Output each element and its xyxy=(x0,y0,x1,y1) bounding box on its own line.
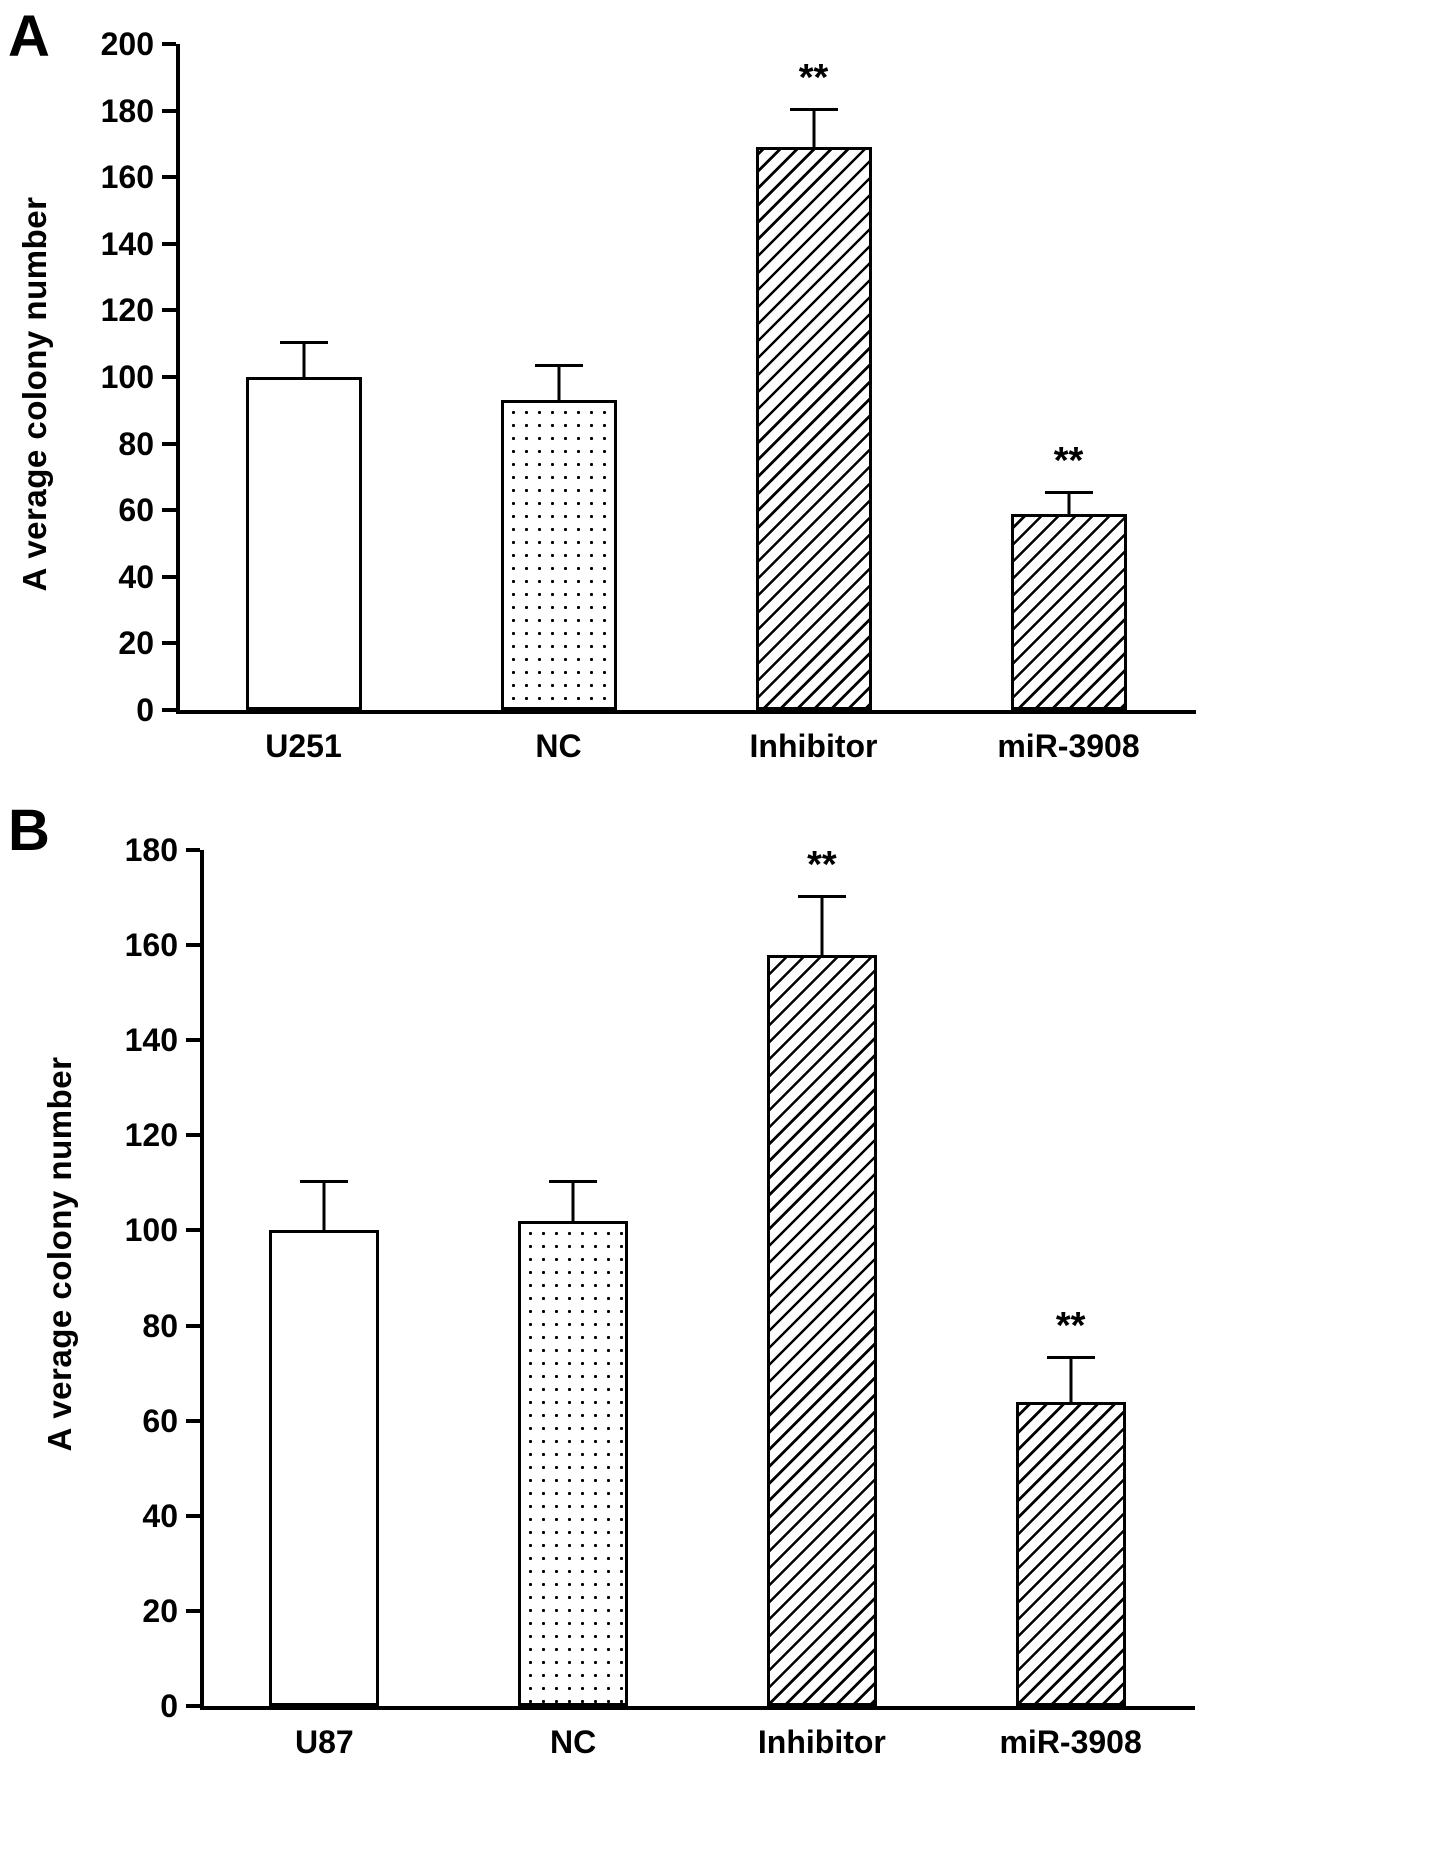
error-bar xyxy=(572,1183,575,1221)
x-axis-category-label: miR-3908 xyxy=(999,1724,1142,1760)
bar-group xyxy=(501,400,617,710)
y-tick xyxy=(186,1324,200,1328)
error-bar xyxy=(1067,494,1070,514)
y-tick xyxy=(186,1228,200,1232)
y-tick xyxy=(162,575,176,579)
error-bar xyxy=(323,1183,326,1231)
error-bar xyxy=(812,111,815,148)
error-bar-cap xyxy=(535,364,583,367)
bar xyxy=(518,1221,628,1706)
panel-a-x-axis xyxy=(176,710,1196,714)
y-tick xyxy=(186,1133,200,1137)
significance-marker: ** xyxy=(798,56,829,99)
panel-b xyxy=(0,790,1441,1859)
error-bar-cap xyxy=(1045,491,1093,494)
y-tick-label: 120 xyxy=(124,1117,178,1154)
y-tick-label: 100 xyxy=(124,1212,178,1249)
y-tick-label: 60 xyxy=(142,1402,178,1439)
bar xyxy=(1011,514,1127,710)
error-bar-cap xyxy=(798,895,846,898)
y-tick-label: 0 xyxy=(160,1688,178,1724)
x-axis-category-label: U87 xyxy=(295,1724,354,1760)
y-tick xyxy=(162,42,176,46)
bar xyxy=(756,147,872,710)
y-tick-label: 40 xyxy=(118,558,154,595)
panel-b-y-axis-title: A verage colony number xyxy=(41,1056,78,1452)
y-tick-label: 140 xyxy=(124,1022,178,1059)
significance-marker: ** xyxy=(1053,439,1084,482)
y-tick-label: 120 xyxy=(100,292,154,329)
bar-group xyxy=(518,1221,628,1706)
y-tick-label: 160 xyxy=(124,927,178,964)
y-tick-label: 60 xyxy=(118,492,154,529)
error-bar-cap xyxy=(1047,1356,1095,1359)
y-tick-label: 80 xyxy=(118,425,154,462)
panel-a xyxy=(0,0,1441,790)
significance-marker: ** xyxy=(807,843,837,886)
panel-b-plot-area xyxy=(124,832,1195,1760)
y-tick xyxy=(162,375,176,379)
y-tick-label: 20 xyxy=(142,1592,178,1629)
bar-group xyxy=(246,377,362,710)
panel-b-x-axis xyxy=(200,1706,1195,1710)
panel-a-y-axis xyxy=(176,44,180,714)
bar xyxy=(1016,1402,1126,1706)
x-axis-category-label: Inhibitor xyxy=(757,1724,886,1760)
bar-group xyxy=(767,843,877,1706)
x-axis-category-label: miR-3908 xyxy=(997,728,1140,764)
bar xyxy=(501,400,617,710)
y-tick xyxy=(186,943,200,947)
y-tick xyxy=(162,109,176,113)
panel-b-y-axis xyxy=(200,850,204,1710)
panel-b-letter: B xyxy=(8,798,50,863)
y-tick xyxy=(162,708,176,712)
y-tick-label: 0 xyxy=(136,692,154,728)
y-tick-label: 200 xyxy=(100,26,154,62)
x-axis-category-label: NC xyxy=(535,728,582,764)
y-tick-label: 100 xyxy=(100,359,154,395)
bar xyxy=(269,1230,379,1706)
y-tick xyxy=(186,848,200,852)
bar xyxy=(246,377,362,710)
y-tick xyxy=(186,1419,200,1423)
error-bar xyxy=(820,898,823,955)
bar-group xyxy=(269,1230,379,1706)
y-tick xyxy=(186,1514,200,1518)
error-bar-cap xyxy=(549,1180,597,1183)
y-tick xyxy=(162,175,176,179)
y-tick-label: 140 xyxy=(100,225,154,262)
y-tick xyxy=(162,308,176,312)
y-tick xyxy=(162,508,176,512)
x-axis-category-label: NC xyxy=(550,1724,597,1760)
x-axis-category-label: Inhibitor xyxy=(749,728,878,764)
bar-group xyxy=(1016,1304,1126,1706)
panel-a-y-axis-title: A verage colony number xyxy=(16,196,53,592)
y-tick xyxy=(186,1038,200,1042)
bar-group xyxy=(1011,439,1127,710)
error-bar-cap xyxy=(790,108,838,111)
y-tick-label: 40 xyxy=(142,1497,178,1534)
y-tick-label: 180 xyxy=(124,832,178,868)
bar xyxy=(767,955,877,1706)
error-bar xyxy=(557,367,560,400)
bar-group xyxy=(756,56,872,710)
panel-a-plot-area xyxy=(100,26,1196,764)
x-axis-category-label: U251 xyxy=(265,728,342,764)
y-tick xyxy=(186,1704,200,1708)
error-bar xyxy=(302,344,305,377)
y-tick xyxy=(186,1609,200,1613)
y-tick xyxy=(162,641,176,645)
y-tick-label: 160 xyxy=(100,159,154,196)
y-tick xyxy=(162,442,176,446)
error-bar xyxy=(1069,1359,1072,1402)
y-tick-label: 20 xyxy=(118,625,154,662)
y-tick-label: 80 xyxy=(142,1307,178,1344)
panel-a-letter: A xyxy=(8,4,50,69)
error-bar-cap xyxy=(300,1180,348,1183)
y-tick xyxy=(162,242,176,246)
significance-marker: ** xyxy=(1055,1304,1086,1347)
error-bar-cap xyxy=(280,341,328,344)
y-tick-label: 180 xyxy=(100,92,154,129)
